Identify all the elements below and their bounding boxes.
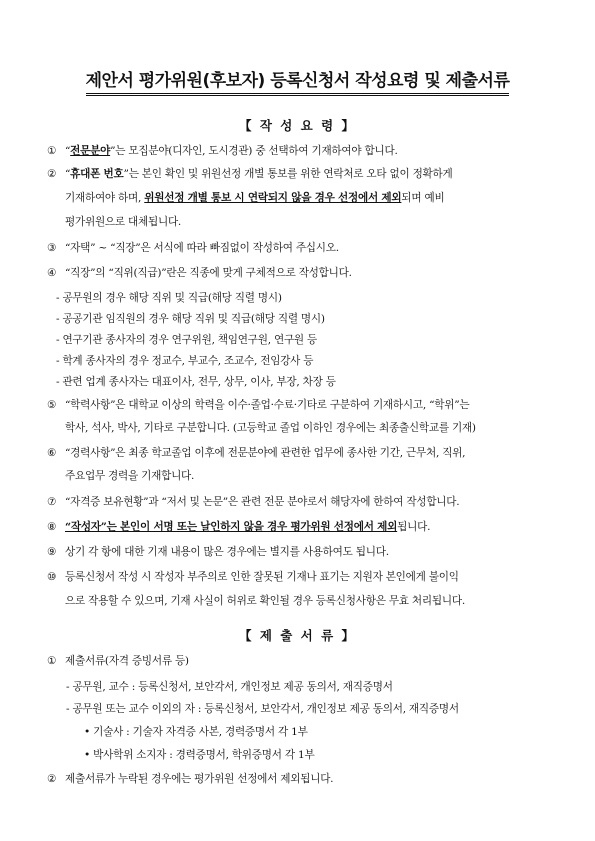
item-number: ⑨ [47, 546, 57, 558]
position-sub-item: - 관련 업계 종사자는 대표이사, 전무, 상무, 이사, 부장, 차장 등 [56, 376, 336, 388]
guide-item-1 [47, 144, 398, 158]
item-text: “자택” ~ “직장”은 서식에 따라 빠짐없이 작성하여 주십시오. [65, 242, 339, 254]
item-number: ③ [47, 242, 57, 254]
item-text: “학력사항”은 대학교 이상의 학력을 이수·졸업·수료·기타로 구분하여 기재하시고, “학위”는 [65, 399, 470, 411]
guide-item-2-line-1 [47, 167, 453, 181]
section-heading-submission-documents: 【 제 출 서 류 】 [238, 628, 357, 643]
item-number: ⑦ [47, 496, 57, 508]
item-text: 등록신청서 작성 시 작성자 부주의로 인한 잘못된 기재나 표기는 지원자 본인에게 불이익 [65, 571, 459, 583]
item-number: ① [47, 145, 57, 157]
guide-item-7 [47, 495, 459, 509]
guide-item-9 [47, 545, 389, 559]
item-text: 기재하여야 하며, [65, 192, 145, 204]
item-number: ④ [47, 267, 57, 279]
item-text: 제출서류(자격 증빙서류 등) [65, 655, 189, 667]
guide-item-6-line-1 [47, 446, 465, 460]
page-title [0, 66, 595, 91]
submission-sub-item: - 공무원 또는 교수 이외의 자 : 등록신청서, 보안각서, 개인정보 제공 동의서, 재직증명서 [66, 703, 459, 715]
item-number: ⑤ [47, 399, 57, 411]
guide-item-2-line-3: 평가위원으로 대체됩니다. [65, 216, 182, 228]
item-text: 됩니다. [397, 521, 431, 533]
item-text: 제출서류가 누락된 경우에는 평가위원 선정에서 제외됩니다. [65, 773, 334, 785]
emphasis-text: 휴대폰 번호 [70, 168, 124, 180]
item-number: ② [47, 168, 57, 180]
item-text: 되며 예비 [401, 192, 445, 204]
item-text: “경력사항”은 최종 학교졸업 이후에 전문분야에 관련한 업무에 종사한 기간, 근무처, 직위, [65, 447, 466, 459]
guide-item-5-line-1 [47, 398, 469, 412]
guide-item-6-line-2: 주요업무 경력을 기재합니다. [65, 470, 195, 482]
guide-item-10-line-1 [47, 570, 459, 584]
item-text: 상기 각 항에 대한 기재 내용이 많은 경우에는 별지를 사용하여도 됩니다. [65, 546, 389, 558]
guide-item-10-line-2: 으로 작용할 수 있으며, 기재 사실이 허위로 확인될 경우 등록신청사항은 무효 처리됩니다. [65, 595, 465, 607]
section-heading-writing-guide: 【 작 성 요 령 】 [238, 118, 357, 133]
submission-bullet: • 박사학위 소지자 : 경력증명서, 학위증명서 각 1부 [84, 749, 315, 761]
guide-item-3 [47, 241, 339, 255]
position-sub-item: - 공공기관 임직원의 경우 해당 직위 및 직급(해당 직렬 명시) [56, 313, 325, 325]
submission-sub-item: - 공무원, 교수 : 등록신청서, 보안각서, 개인정보 제공 동의서, 재직증명서 [66, 681, 393, 693]
guide-item-4 [47, 266, 352, 280]
guide-item-5-line-2: 학사, 석사, 박사, 기타로 구분합니다. (고등학교 졸업 이하인 경우에는 최종출신학교를 기재) [65, 422, 476, 434]
item-text: “직장”의 “직위(직급)”란은 직종에 맞게 구체적으로 작성합니다. [65, 267, 352, 279]
item-number: ⑥ [47, 447, 57, 459]
guide-item-8 [47, 520, 430, 534]
submission-item-2 [47, 772, 333, 786]
item-number: ⑧ [47, 521, 57, 533]
item-number: ⑩ [47, 571, 57, 583]
item-number: ② [47, 773, 57, 785]
item-text: ”는 본인 확인 및 위원선정 개별 통보를 위한 연락처로 오타 없이 정확하게 [123, 168, 453, 180]
page-title-text: 제안서 평가위원(후보자) 등록신청서 작성요령 및 제출서류 [86, 71, 510, 96]
item-text: ”는 모집분야(디자인, 도시경관) 중 선택하여 기재하여야 합니다. [110, 145, 398, 157]
submission-bullet: • 기술사 : 기술자 자격증 사본, 경력증명서 각 1부 [84, 726, 308, 738]
item-text: “자격증 보유현황”과 “저서 및 논문”은 관련 전문 분야로서 해당자에 한하여 작성합니다. [65, 496, 460, 508]
emphasis-text: “작성자”는 본인이 서명 또는 날인하지 않을 경우 평가위원 선정에서 제외 [65, 521, 398, 533]
guide-item-2-line-2 [65, 191, 444, 205]
item-number: ① [47, 655, 57, 667]
submission-item-1 [47, 654, 189, 668]
position-sub-item: - 학계 종사자의 경우 정교수, 부교수, 조교수, 전임강사 등 [56, 355, 314, 367]
quote-mark: “ [65, 168, 71, 180]
emphasis-text: 전문분야 [70, 145, 111, 157]
position-sub-item: - 공무원의 경우 해당 직위 및 직급(해당 직렬 명시) [56, 292, 282, 304]
position-sub-item: - 연구기관 종사자의 경우 연구위원, 책임연구원, 연구원 등 [56, 334, 318, 346]
quote-mark: “ [65, 145, 71, 157]
emphasis-text: 위원선정 개별 통보 시 연락되지 않을 경우 선정에서 제외 [144, 192, 402, 204]
